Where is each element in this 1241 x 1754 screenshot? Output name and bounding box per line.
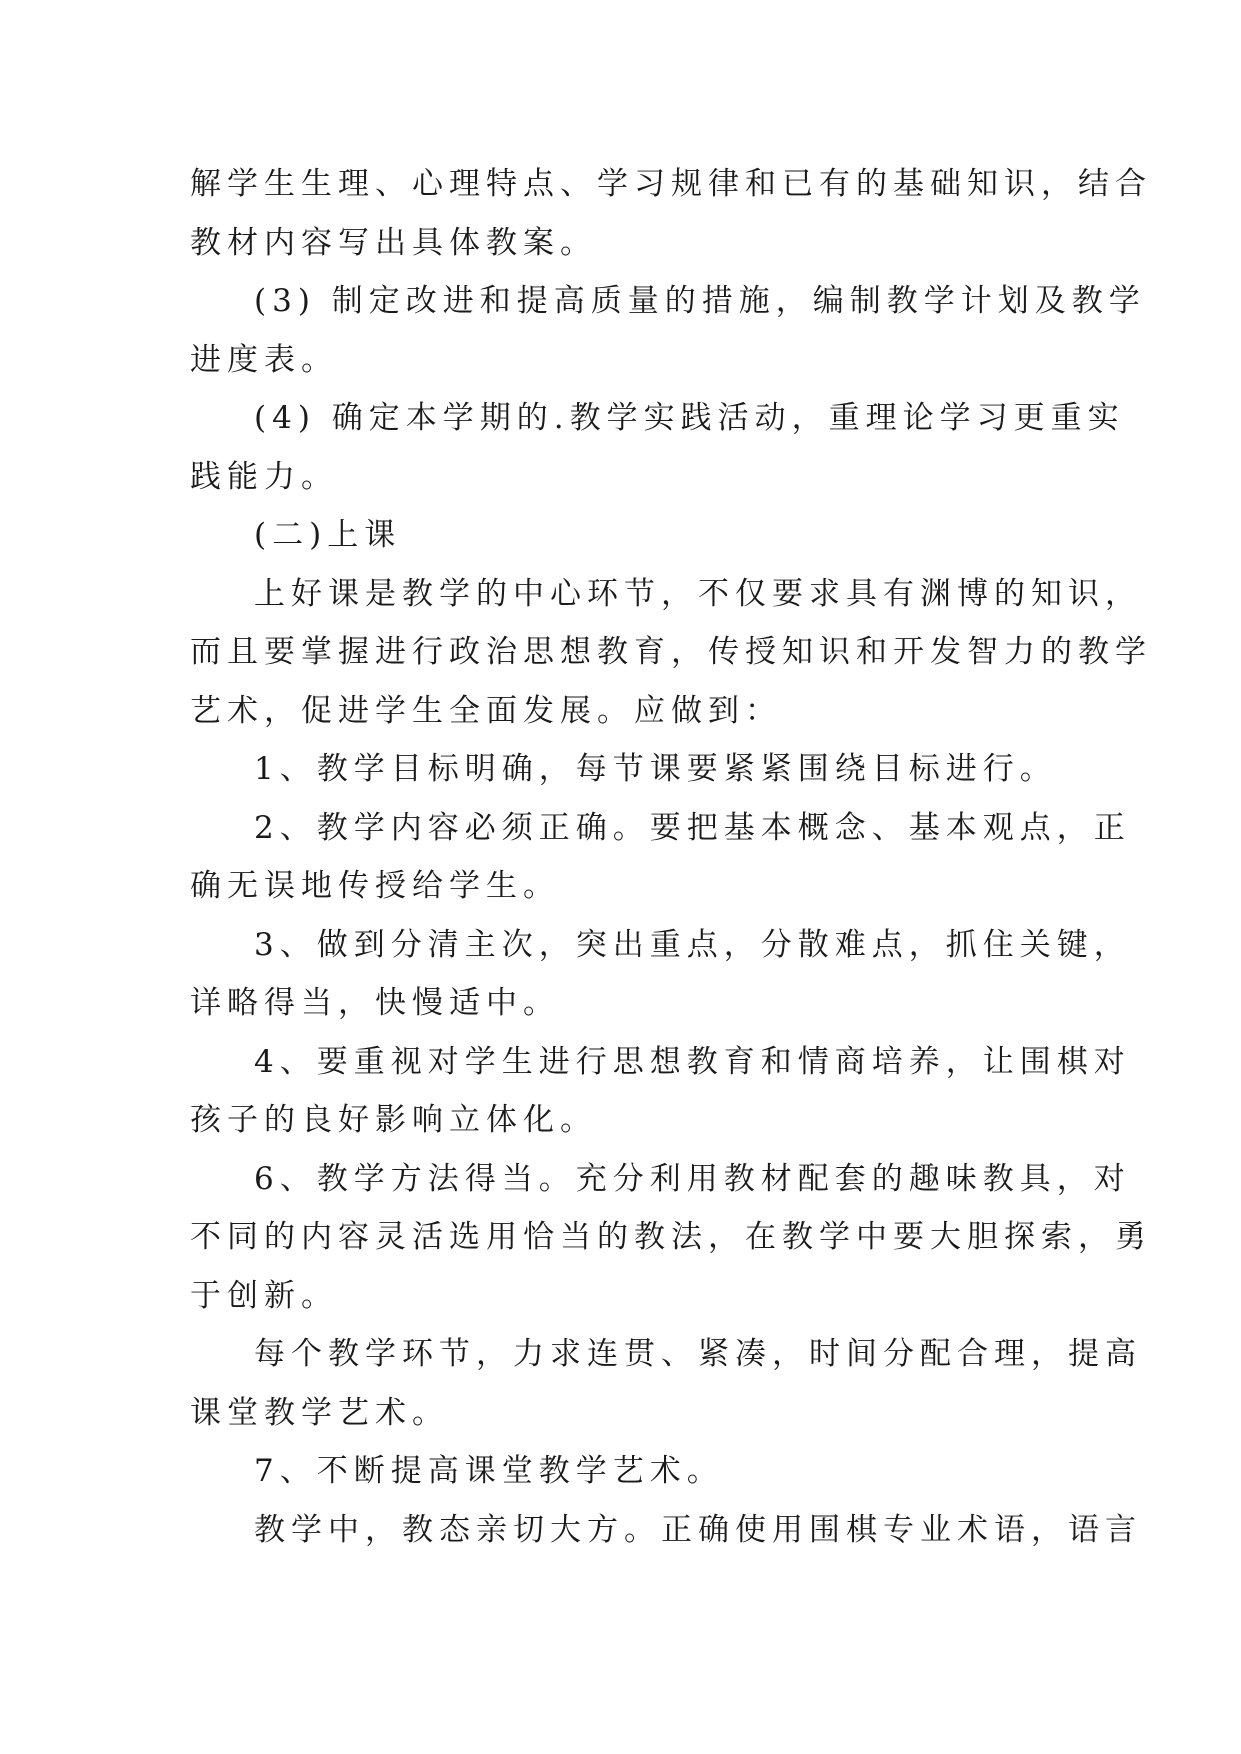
text-line: 于创新。 <box>190 1277 338 1314</box>
text-line: 孩子的良好影响立体化。 <box>190 1102 597 1138</box>
text-line: 每个教学环节，力求连贯、紧凑，时间分配合理，提高 <box>254 1336 1142 1372</box>
text-line: 确无误地传授给学生。 <box>190 868 560 904</box>
text-line: 解学生生理、心理特点、学习规律和已有的基础知识，结合 <box>190 166 1152 202</box>
text-line: 进度表。 <box>190 341 338 378</box>
text-line: 而且要掌握进行政治思想教育，传授知识和开发智力的教学 <box>190 634 1152 670</box>
text-line: 不同的内容灵活选用恰当的教法，在教学中要大胆探索，勇 <box>190 1219 1152 1255</box>
text-line: 教材内容写出具体教案。 <box>190 224 597 261</box>
text-line: 艺术，促进学生全面发展。应做到： <box>190 692 782 729</box>
list-item: 7、不断提高课堂教学艺术。 <box>254 1453 724 1489</box>
list-item: 1、教学目标明确，每节课要紧紧围绕目标进行。 <box>254 751 1057 787</box>
text-line: 践能力。 <box>190 458 338 495</box>
text-line: 上好课是教学的中心环节，不仅要求具有渊博的知识， <box>254 575 1142 612</box>
text-line: 课堂教学艺术。 <box>190 1394 449 1431</box>
list-item: 2、教学内容必须正确。要把基本概念、基本观点，正 <box>254 809 1131 846</box>
list-item: 4、要重视对学生进行思想教育和情商培养，让围棋对 <box>254 1043 1131 1080</box>
text-line: (3) 制定改进和提高质量的措施，编制教学计划及教学 <box>254 283 1146 319</box>
text-line: 详略得当，快慢适中。 <box>190 985 560 1021</box>
section-heading: (二)上课 <box>254 517 402 553</box>
list-item: 6、教学方法得当。充分利用教材配套的趣味教具，对 <box>254 1160 1131 1197</box>
text-line: 教学中，教态亲切大方。正确使用围棋专业术语，语言 <box>254 1511 1142 1548</box>
text-line: (4) 确定本学期的.教学实践活动，重理论学习更重实 <box>254 400 1125 436</box>
document-page <box>190 155 1152 1559</box>
list-item: 3、做到分清主次，突出重点，分散难点，抓住关键， <box>254 926 1131 963</box>
